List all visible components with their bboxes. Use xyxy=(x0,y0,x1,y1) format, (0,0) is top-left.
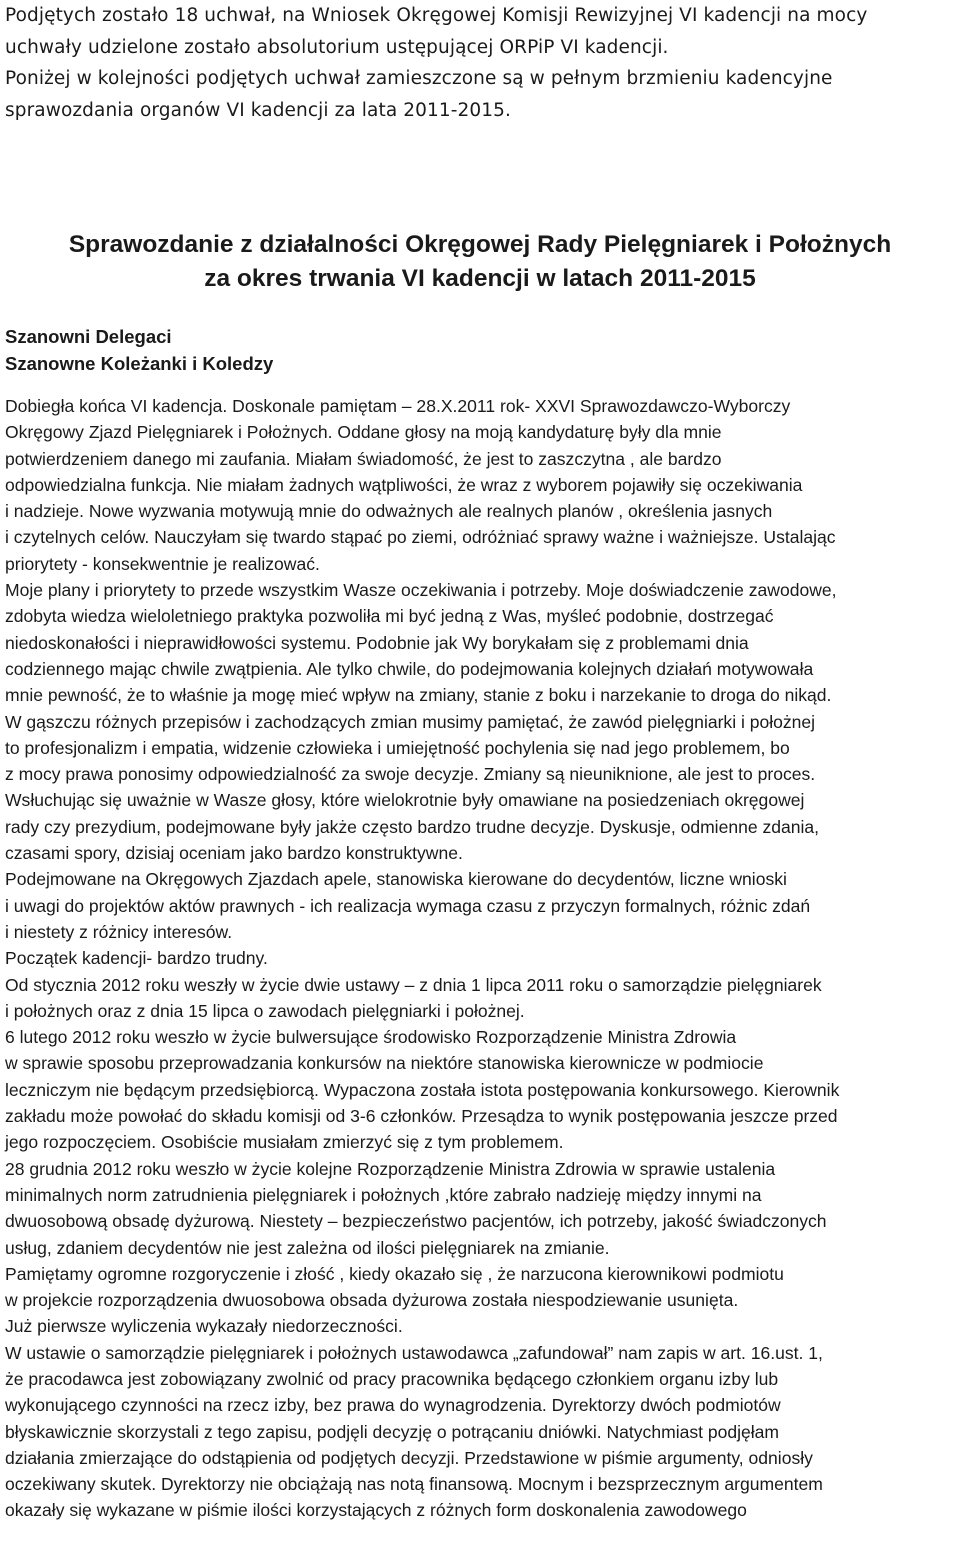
body-text-line: błyskawicznie skorzystali z tego zapisu, podjęli decyzję o potrącaniu dniówki. Natychmiast podjęłam xyxy=(5,1421,780,1442)
body-text-line: Od stycznia 2012 roku weszły w życie dwie ustawy – z dnia 1 lipca 2011 roku o samorządzie pielęgniarek xyxy=(5,974,822,995)
body-text-line: Dobiegła końca VI kadencja. Doskonale pamiętam – 28.X.2011 rok- XXVI Sprawozdawczo-Wyborczy xyxy=(5,396,791,416)
body-text-line: Pamiętamy ogromne rozgoryczenie i złość , kiedy okazało się , że narzucona kierownikowi podmiotu xyxy=(5,1263,784,1284)
body-text-line: W gąszczu różnych przepisów i zachodzących zmian musimy pamiętać, że zawód pielęgniarki i położnej xyxy=(5,711,816,732)
body-text-line: dwuosobową obsadę dyżurową. Niestety – bezpieczeństwo pacjentów, ich potrzeby, jakość świadczonych xyxy=(5,1211,827,1232)
body-text-line: w sprawie sposobu przeprowadzania konkursów na niektóre stanowiska kierownicze w podmiocie xyxy=(5,1053,764,1074)
report-title xyxy=(0,228,960,296)
intro-paragraph xyxy=(5,0,955,126)
body-text-line: i nadzieje. Nowe wyzwania motywują mnie do odważnych ale realnych planów , określenia jasnych xyxy=(5,501,773,522)
body-text-line: czasami spory, dzisiaj oceniam jako bardzo konstruktywne. xyxy=(5,843,463,864)
salutation xyxy=(5,323,273,377)
body-text-line: to profesjonalizm i empatia, widzenie człowieka i umiejętność pochylenia się nad jego problemem, bo xyxy=(5,737,790,758)
intro-line: sprawozdania organów VI kadencji za lata 2011-2015. xyxy=(5,99,511,121)
report-body xyxy=(5,393,960,1524)
body-text-line: Podejmowane na Okręgowych Zjazdach apele, stanowiska kierowane do decydentów, liczne wnioski xyxy=(5,869,787,890)
body-text-line: rady czy prezydium, podejmowane były jakże często bardzo trudne decyzje. Dyskusje, odmienne zdania, xyxy=(5,816,820,837)
body-text-line: mnie pewność, że to właśnie ja mogę mieć wpływ na zmiany, stanie z boku i narzekanie to droga do nikąd. xyxy=(5,685,832,706)
salutation-line-1: Szanowni Delegaci xyxy=(5,326,172,347)
body-text-line: zdobyta wiedza wieloletniego praktyka pozwoliła mi być jedną z Was, myśleć podobnie, dostrzegać xyxy=(5,606,774,627)
body-text-line: 6 lutego 2012 roku weszło w życie bulwersujące środowisko Rozporządzenie Ministra Zdrowia xyxy=(5,1027,737,1048)
body-text-line: w projekcie rozporządzenia dwuosobowa obsada dyżurowa została niespodziewanie usunięta. xyxy=(5,1290,739,1311)
body-text-line: i czytelnych celów. Nauczyłam się twardo stąpać po ziemi, odróżniać sprawy ważne i ważniejsze. Ustalając xyxy=(5,527,836,548)
report-title-line-2: za okres trwania VI kadencji w latach 2011-2015 xyxy=(204,265,756,292)
body-text-line: działania zmierzające do odstąpienia od podjętych decyzji. Przedstawione w piśmie argumenty, odniosły xyxy=(5,1447,813,1468)
body-text-line: Wsłuchując się uważnie w Wasze głosy, które wielokrotnie były omawiane na posiedzeniach okręgowej xyxy=(5,790,805,811)
body-text-line: Moje plany i priorytety to przede wszystkim Wasze oczekiwania i potrzeby. Moje doświadczenie zawodowe, xyxy=(5,580,837,601)
body-text-line: minimalnych norm zatrudnienia pielęgniarek i położnych ,które zabrało nadzieję między innymi na xyxy=(5,1184,762,1205)
intro-line: uchwały udzielone zostało absolutorium ustępującej ORPiP VI kadencji. xyxy=(5,36,669,58)
body-text-line: i niestety z różnicy interesów. xyxy=(5,921,233,942)
salutation-line-2: Szanowne Koleżanki i Koledzy xyxy=(5,353,274,374)
intro-line: Poniżej w kolejności podjętych uchwał zamieszczone są w pełnym brzmieniu kadencyjne xyxy=(5,68,833,89)
body-text-line: priorytety - konsekwentnie je realizować. xyxy=(5,553,320,574)
body-text-line: okazały się wykazane w piśmie ilości korzystających z różnych form doskonalenia zawodowego xyxy=(5,1500,747,1521)
body-text-line: oczekiwany skutek. Dyrektorzy nie obciążają nas notą finansową. Mocnym i bezsprzecznym argumentem xyxy=(5,1474,823,1495)
body-text-line: i położnych oraz z dnia 15 lipca o zawodach pielęgniarki i położnej. xyxy=(5,1000,525,1021)
intro-line: Podjętych zostało 18 uchwał, na Wniosek Okręgowej Komisji Rewizyjnej VI kadencji na mocy xyxy=(5,5,868,26)
body-text-line: wykonującego czynności na rzecz izby, bez prawa do wynagrodzenia. Dyrektorzy dwóch podmiotów xyxy=(5,1395,781,1416)
body-text-line: codziennego mając chwile zwątpienia. Ale tylko chwile, do podejmowania kolejnych działań motywowała xyxy=(5,658,814,679)
body-text-line: Już pierwsze wyliczenia wykazały niedorzeczności. xyxy=(5,1316,403,1337)
body-text-line: leczniczym nie będącym przedsiębiorcą. Wypaczona została istota postępowania konkursowego. Kierownik xyxy=(5,1079,840,1100)
body-text-line: usług, zdaniem decydentów nie jest zależna od ilości pielęgniarek na zmianie. xyxy=(5,1237,610,1258)
body-text-line: i uwagi do projektów aktów prawnych - ich realizacja wymaga czasu z przyczyn formalnych, różnic zdań xyxy=(5,895,811,916)
body-text-line: jego rozpoczęciem. Osobiście musiałam zmierzyć się z tym problemem. xyxy=(5,1132,564,1153)
body-text-line: że pracodawca jest zobowiązany zwolnić od pracy pracownika będącego członkiem organu izby lub xyxy=(5,1368,779,1389)
body-text-line: potwierdzeniem danego mi zaufania. Miałam świadomość, że jest to zaszczytna , ale bardzo xyxy=(5,448,722,469)
body-text-line: 28 grudnia 2012 roku weszło w życie kolejne Rozporządzenie Ministra Zdrowia w sprawie ustalenia xyxy=(5,1158,776,1179)
body-text-line: W ustawie o samorządzie pielęgniarek i położnych ustawodawca „zafundował” nam zapis w art. 16.ust. 1, xyxy=(5,1342,823,1363)
body-text-line: z mocy prawa ponosimy odpowiedzialność za swoje decyzje. Zmiany są nieuniknione, ale jest to proces. xyxy=(5,764,816,785)
body-text-line: zakładu może powołać do składu komisji od 3-6 członków. Przesądza to wynik postępowania jeszcze przed xyxy=(5,1106,838,1127)
body-text-line: Okręgowy Zjazd Pielęgniarek i Położnych. Oddane głosy na moją kandydaturę były dla mnie xyxy=(5,422,722,443)
body-text-line: niedoskonałości i nieprawidłowości systemu. Podobnie jak Wy borykałam się z problemami dnia xyxy=(5,632,749,653)
body-text-line: odpowiedzialna funkcja. Nie miałam żadnych wątpliwości, że wraz z wyborem pojawiły się oczekiwania xyxy=(5,474,803,495)
body-text-line: Początek kadencji- bardzo trudny. xyxy=(5,948,268,969)
report-title-line-1: Sprawozdanie z działalności Okręgowej Rady Pielęgniarek i Położnych xyxy=(68,231,892,258)
